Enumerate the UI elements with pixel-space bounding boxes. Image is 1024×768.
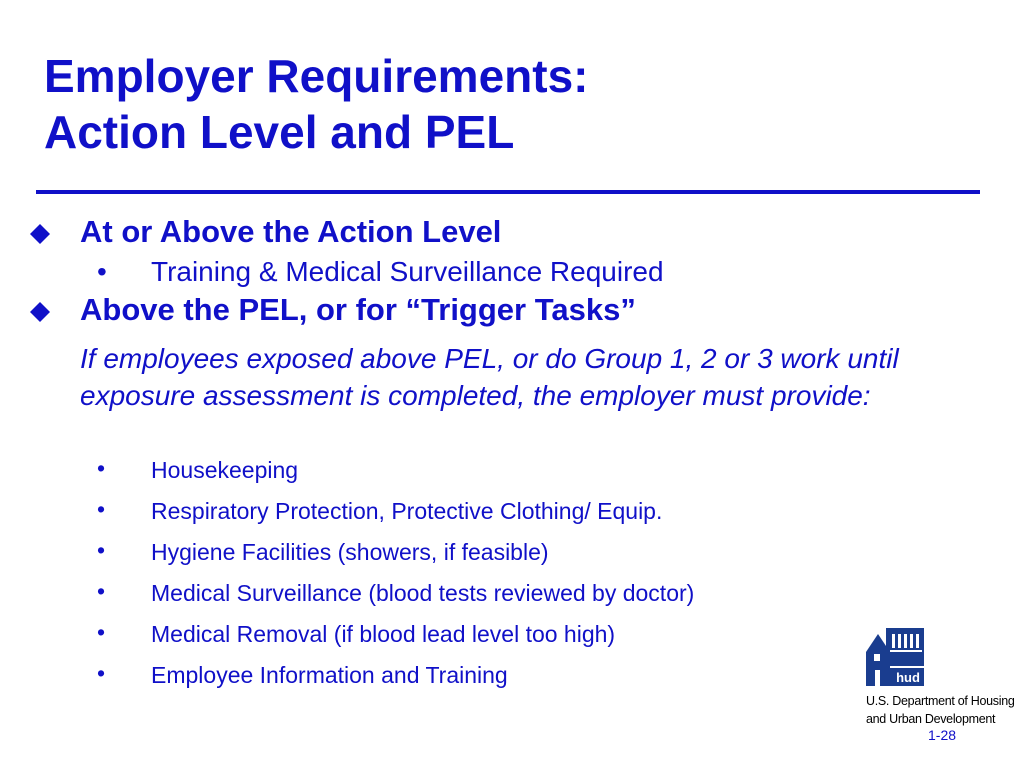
bullet-icon: • [97, 537, 106, 563]
section-heading-action-level: At or Above the Action Level [80, 214, 502, 249]
title-line-1: Employer Requirements: [44, 50, 589, 102]
list-item: Medical Surveillance (blood tests reviewed by doctor) [151, 580, 695, 606]
hud-house-logo-icon [864, 624, 928, 688]
bullet-icon: • [97, 496, 106, 522]
slide-title [44, 48, 588, 160]
list-item: Employee Information and Training [151, 662, 508, 688]
agency-line-1: U.S. Department of Housing [866, 694, 1015, 708]
logo-text: hud [896, 670, 920, 685]
diamond-bullet-icon [30, 224, 50, 244]
list-item-training: Training & Medical Surveillance Required [151, 256, 664, 287]
list-item: Medical Removal (if blood lead level too high) [151, 621, 616, 647]
diamond-bullet-icon [30, 302, 50, 322]
list-item: Respiratory Protection, Protective Clothing/ Equip. [151, 498, 663, 524]
title-line-2: Action Level and PEL [44, 106, 515, 158]
bullet-icon: • [97, 619, 106, 645]
list-item: Housekeeping [151, 457, 299, 483]
list-item: Hygiene Facilities (showers, if feasible) [151, 539, 549, 565]
bullet-icon: • [97, 256, 107, 287]
pel-intro-paragraph: If employees exposed above PEL, or do Group 1, 2 or 3 work until exposure assessment is completed, the employer must provide: [80, 343, 899, 411]
bullet-icon: • [97, 660, 106, 686]
page-number: 1-28 [928, 727, 957, 743]
title-divider [36, 190, 980, 194]
agency-caption [866, 692, 1015, 728]
agency-line-2: and Urban Development [866, 712, 996, 726]
section-heading-pel: Above the PEL, or for “Trigger Tasks” [80, 292, 636, 327]
bullet-icon: • [97, 455, 106, 481]
bullet-icon: • [97, 578, 106, 604]
